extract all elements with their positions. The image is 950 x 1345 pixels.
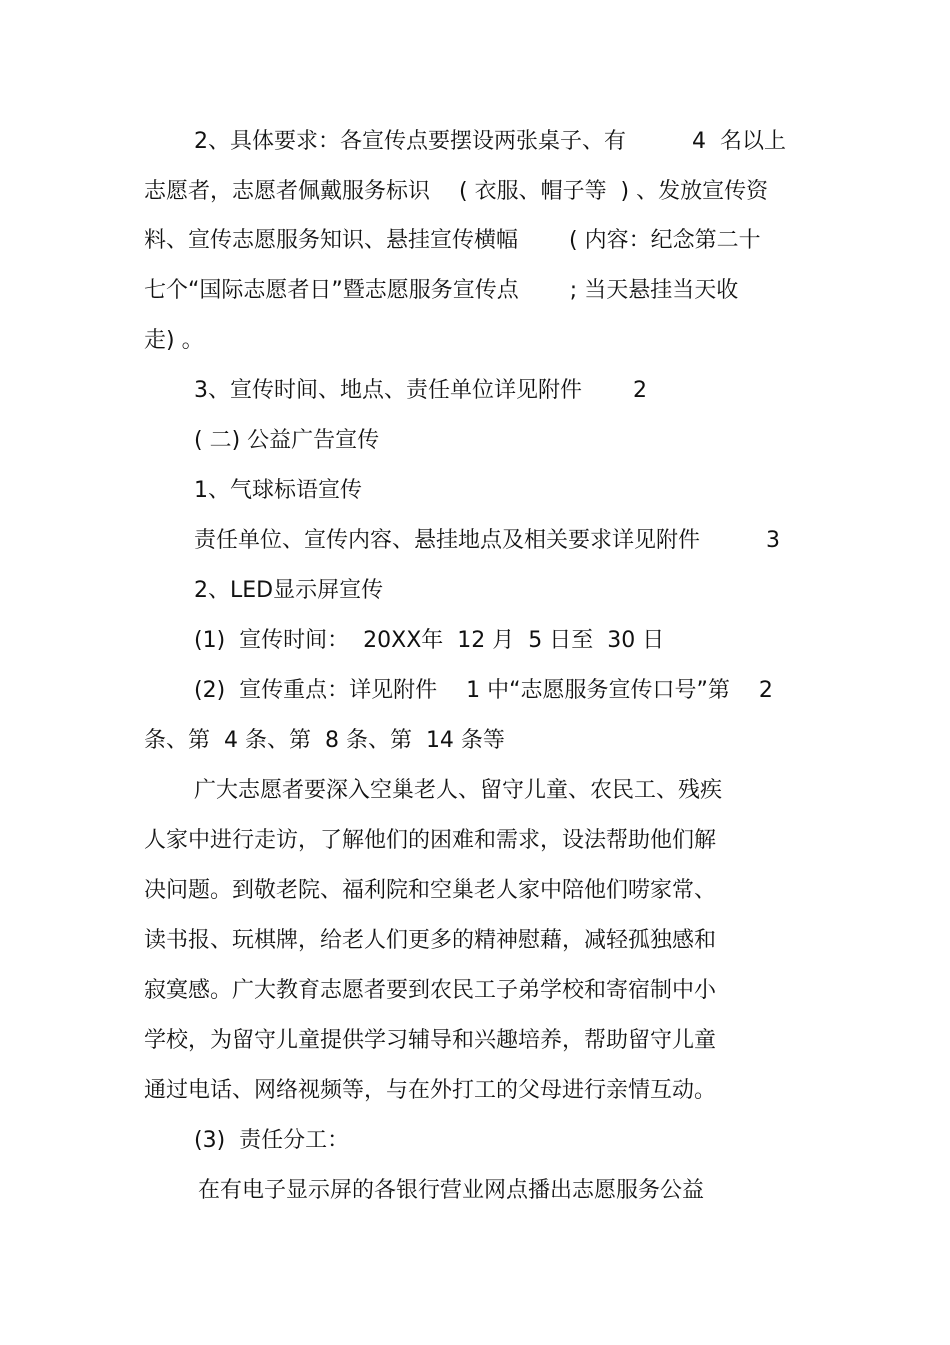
text-line: 七个“国际志愿者日”暨志愿服务宣传点 ; 当天悬挂当天收 bbox=[144, 278, 739, 303]
text-line: 读书报、玩棋牌，给老人们更多的精神慰藉，减轻孤独感和 bbox=[144, 928, 717, 953]
text-line: 学校，为留守儿童提供学习辅导和兴趣培养，帮助留守儿童 bbox=[144, 1028, 717, 1053]
text-line: 志愿者，志愿者佩戴服务标识 ( 衣服、帽子等 ) 、发放宣传资 bbox=[144, 179, 769, 204]
text-line: 寂寞感。广大教育志愿者要到农民工子弟学校和寄宿制中小 bbox=[144, 978, 717, 1003]
text-line: 走) 。 bbox=[144, 328, 204, 353]
text-line: 3、宣传时间、地点、责任单位详见附件 2 bbox=[194, 378, 647, 403]
text-line: 广大志愿者要深入空巢老人、留守儿童、农民工、残疾 bbox=[194, 778, 723, 803]
text-line: (3) 责任分工： bbox=[194, 1128, 350, 1153]
text-line: 2、LED显示屏宣传 bbox=[194, 578, 384, 603]
section-heading: ( 二) 公益广告宣传 bbox=[194, 428, 380, 453]
text-line: 在有电子显示屏的各银行营业网点播出志愿服务公益 bbox=[198, 1178, 705, 1203]
text-line: 料、宣传志愿服务知识、悬挂宣传横幅 ( 内容：纪念第二十 bbox=[144, 228, 761, 253]
text-line: 2、具体要求：各宣传点要摆设两张桌子、有 4 名以上 bbox=[194, 129, 786, 154]
text-line: 决问题。到敬老院、福利院和空巢老人家中陪他们唠家常、 bbox=[144, 878, 717, 903]
text-line: 条、第 4 条、第 8 条、第 14 条等 bbox=[144, 728, 505, 753]
text-line: (1) 宣传时间： 20XX年 12 月 5 日至 30 日 bbox=[194, 628, 665, 653]
text-line: 通过电话、网络视频等，与在外打工的父母进行亲情互动。 bbox=[144, 1078, 717, 1103]
text-line: 责任单位、宣传内容、悬挂地点及相关要求详见附件 3 bbox=[194, 528, 780, 553]
text-line: 人家中进行走访，了解他们的困难和需求，设法帮助他们解 bbox=[144, 828, 717, 853]
text-line: (2) 宣传重点：详见附件 1 中“志愿服务宣传口号”第 2 bbox=[194, 678, 773, 703]
text-line: 1、气球标语宣传 bbox=[194, 478, 362, 503]
